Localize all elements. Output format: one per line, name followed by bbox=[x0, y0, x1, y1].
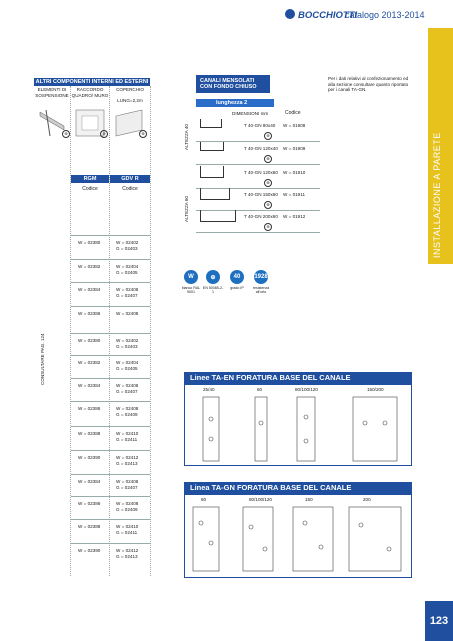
property-badge-icon: 40 bbox=[230, 270, 244, 284]
section1-title: Linee TA-EN FORATURA BASE DEL CANALE bbox=[184, 372, 412, 384]
section1-hole-drawing bbox=[185, 393, 411, 465]
gdvr-code: G = 02407 bbox=[116, 293, 138, 298]
gdvr-code: G = 02409 bbox=[116, 412, 138, 417]
rgm-code: W = 02380 bbox=[78, 338, 101, 343]
approval-icon: ⊕ bbox=[62, 130, 70, 138]
channel-code: W = 01912 bbox=[283, 214, 306, 219]
gdvr-code: G = 02403 bbox=[116, 246, 138, 251]
row-divider bbox=[71, 282, 150, 283]
gdvr-code: G = 02413 bbox=[116, 554, 138, 559]
right-note: Per i dati relativi al confezionamento ed alla sezione consultare quanto riportato per i canali TA-GN. bbox=[328, 76, 409, 93]
channel-section-icon bbox=[200, 188, 230, 200]
rgm-code: W = 02380 bbox=[78, 240, 101, 245]
approval-icon: ⊕ bbox=[100, 130, 108, 138]
rgm-code: W = 02390 bbox=[78, 455, 101, 460]
row-divider bbox=[196, 164, 320, 165]
rgm-code: W = 02382 bbox=[78, 360, 101, 365]
vertical-page-ref: CONSULTARE PAG. 124 bbox=[40, 333, 45, 385]
catalog-title: catalogo 2013-2014 bbox=[345, 10, 425, 20]
codice-label: Codice bbox=[122, 186, 138, 192]
channel-code: W = 01911 bbox=[283, 192, 306, 197]
header-rgm: RGM bbox=[71, 175, 109, 183]
gdvr-code: W = 02406 bbox=[116, 383, 139, 388]
rgm-code: W = 02386 bbox=[78, 311, 101, 316]
gdvr-code: G = 02405 bbox=[116, 366, 138, 371]
brand-logo-icon bbox=[285, 9, 295, 19]
length-bar: lunghezza 2 bbox=[196, 99, 274, 107]
right-title-line: CANALI MENSOLATI bbox=[200, 78, 255, 84]
row-divider bbox=[71, 235, 150, 236]
col-coperchio: COPERCHIO bbox=[116, 87, 144, 92]
gdvr-code: W = 02404 bbox=[116, 360, 139, 365]
drawing-label: 60 bbox=[257, 387, 263, 392]
section-sidebar bbox=[428, 28, 453, 264]
rgm-code: W = 02388 bbox=[78, 524, 101, 529]
gdvr-code: G = 02411 bbox=[116, 437, 138, 442]
rgm-code: W = 02384 bbox=[78, 383, 101, 388]
section2-hole-drawing bbox=[185, 503, 411, 577]
sidebar-label: INSTALLAZIONE A PARETE bbox=[432, 132, 442, 258]
gdvr-code: W = 02404 bbox=[116, 264, 139, 269]
brand-name: BOCCHIOTTI bbox=[298, 10, 358, 21]
gdvr-code: G = 02405 bbox=[116, 270, 138, 275]
gdvr-code: G = 02407 bbox=[116, 485, 138, 490]
rgm-code: W = 02384 bbox=[78, 479, 101, 484]
gdvr-code: G = 02413 bbox=[116, 461, 138, 466]
group-label-40: ALTEZZA 40 bbox=[184, 124, 189, 150]
section1-drawings bbox=[184, 384, 412, 466]
channel-name: T 40-GN 120x40 bbox=[244, 146, 278, 151]
header-gdvr: GDV R bbox=[110, 175, 150, 183]
property-badge-icon: 1928 bbox=[254, 270, 268, 284]
channel-section-icon bbox=[200, 210, 236, 222]
approval-icon: ⊕ bbox=[264, 132, 272, 140]
property-badge-label: bianco RAL 9001 bbox=[181, 286, 201, 295]
rgm-code: W = 02384 bbox=[78, 287, 101, 292]
row-divider bbox=[71, 333, 150, 334]
right-title bbox=[196, 75, 270, 93]
drawing-label: 150/200 bbox=[367, 387, 384, 392]
col-raccordo: RACCORDO QUADRO/ MURO bbox=[71, 87, 109, 98]
gdvr-code: W = 02406 bbox=[116, 479, 139, 484]
gdvr-code: W = 02402 bbox=[116, 338, 139, 343]
drawing-label: 200 bbox=[363, 497, 371, 502]
gdvr-code: W = 02408 bbox=[116, 406, 139, 411]
rgm-code: W = 02382 bbox=[78, 264, 101, 269]
channel-section-icon bbox=[200, 142, 224, 151]
rgm-code: W = 02386 bbox=[78, 406, 101, 411]
property-badge-icon: ⊕ bbox=[206, 270, 220, 284]
left-product-images bbox=[36, 106, 146, 140]
gdvr-code: W = 02408 bbox=[116, 311, 139, 316]
col-coperchio-length: LUNG=2,2m bbox=[117, 98, 143, 103]
gdvr-code: W = 02402 bbox=[116, 240, 139, 245]
property-badge-icon: W bbox=[184, 270, 198, 284]
row-divider bbox=[71, 306, 150, 307]
channel-code: W = 01910 bbox=[283, 170, 306, 175]
row-divider bbox=[71, 426, 150, 427]
section2-drawings bbox=[184, 494, 412, 578]
drawing-label: 25/40 bbox=[203, 387, 215, 392]
right-title-line: CON FONDO CHIUSO bbox=[200, 84, 257, 90]
gdvr-code: W = 02408 bbox=[116, 501, 139, 506]
row-divider bbox=[71, 519, 150, 520]
property-badge-label: resistenza all'urto bbox=[252, 286, 270, 295]
drawing-label: 80/100/120 bbox=[295, 387, 318, 392]
row-divider bbox=[71, 378, 150, 379]
channel-section-icon bbox=[200, 119, 222, 128]
group-label-60: ALTEZZA 60 bbox=[184, 196, 189, 222]
row-divider bbox=[71, 259, 150, 260]
row-divider bbox=[71, 401, 150, 402]
channel-name: T 40-GN 150x60 bbox=[244, 192, 278, 197]
gdvr-code: W = 02406 bbox=[116, 287, 139, 292]
property-badge-label: grado IP bbox=[230, 286, 244, 290]
gdvr-code: W = 02410 bbox=[116, 524, 139, 529]
approval-icon: ⊕ bbox=[264, 179, 272, 187]
row-divider bbox=[71, 496, 150, 497]
channel-code: W = 01909 bbox=[283, 146, 306, 151]
channel-name: T 40-GN 120x60 bbox=[244, 170, 278, 175]
row-divider bbox=[71, 543, 150, 544]
row-divider bbox=[71, 355, 150, 356]
row-divider bbox=[71, 450, 150, 451]
gdvr-code: W = 02412 bbox=[116, 548, 139, 553]
channel-code: W = 01908 bbox=[283, 123, 306, 128]
gdvr-code: G = 02409 bbox=[116, 507, 138, 512]
drawing-label: 150 bbox=[305, 497, 313, 502]
property-badge-label: EN 50085-2-1 bbox=[202, 286, 224, 295]
col-sospensione: ELEMENTI DI SOSPENSIONE bbox=[35, 87, 69, 98]
left-table-title: ALTRI COMPONENTI INTERNI ED ESTERNI bbox=[35, 79, 149, 85]
rgm-code: W = 02390 bbox=[78, 548, 101, 553]
drawing-label: 60 bbox=[201, 497, 207, 502]
drawing-label: 80/100/120 bbox=[249, 497, 272, 502]
codice-label: Codice bbox=[82, 186, 98, 192]
channel-name: T 40-GN 200x60 bbox=[244, 214, 278, 219]
gdvr-code: G = 02403 bbox=[116, 344, 138, 349]
channel-section-icon bbox=[200, 166, 224, 178]
section2-title: Linea TA-GN FORATURA BASE DEL CANALE bbox=[184, 482, 412, 494]
gdvr-code: W = 02410 bbox=[116, 431, 139, 436]
col-dimensioni: DIMENSIONI mm bbox=[232, 111, 269, 116]
approval-icon: ⊕ bbox=[264, 201, 272, 209]
col-codice: Codice bbox=[285, 110, 301, 116]
row-divider bbox=[71, 474, 150, 475]
rgm-code: W = 02388 bbox=[78, 431, 101, 436]
row-divider bbox=[196, 232, 320, 233]
approval-icon: ⊕ bbox=[264, 155, 272, 163]
approval-icon: ⊕ bbox=[139, 130, 147, 138]
gdvr-code: G = 02411 bbox=[116, 530, 138, 535]
rgm-code: W = 02386 bbox=[78, 501, 101, 506]
gdvr-code: G = 02407 bbox=[116, 389, 138, 394]
page-number: 123 bbox=[425, 601, 453, 641]
approval-icon: ⊕ bbox=[264, 223, 272, 231]
channel-name: T 40-GN 80x40 bbox=[244, 123, 276, 128]
gdvr-code: W = 02412 bbox=[116, 455, 139, 460]
